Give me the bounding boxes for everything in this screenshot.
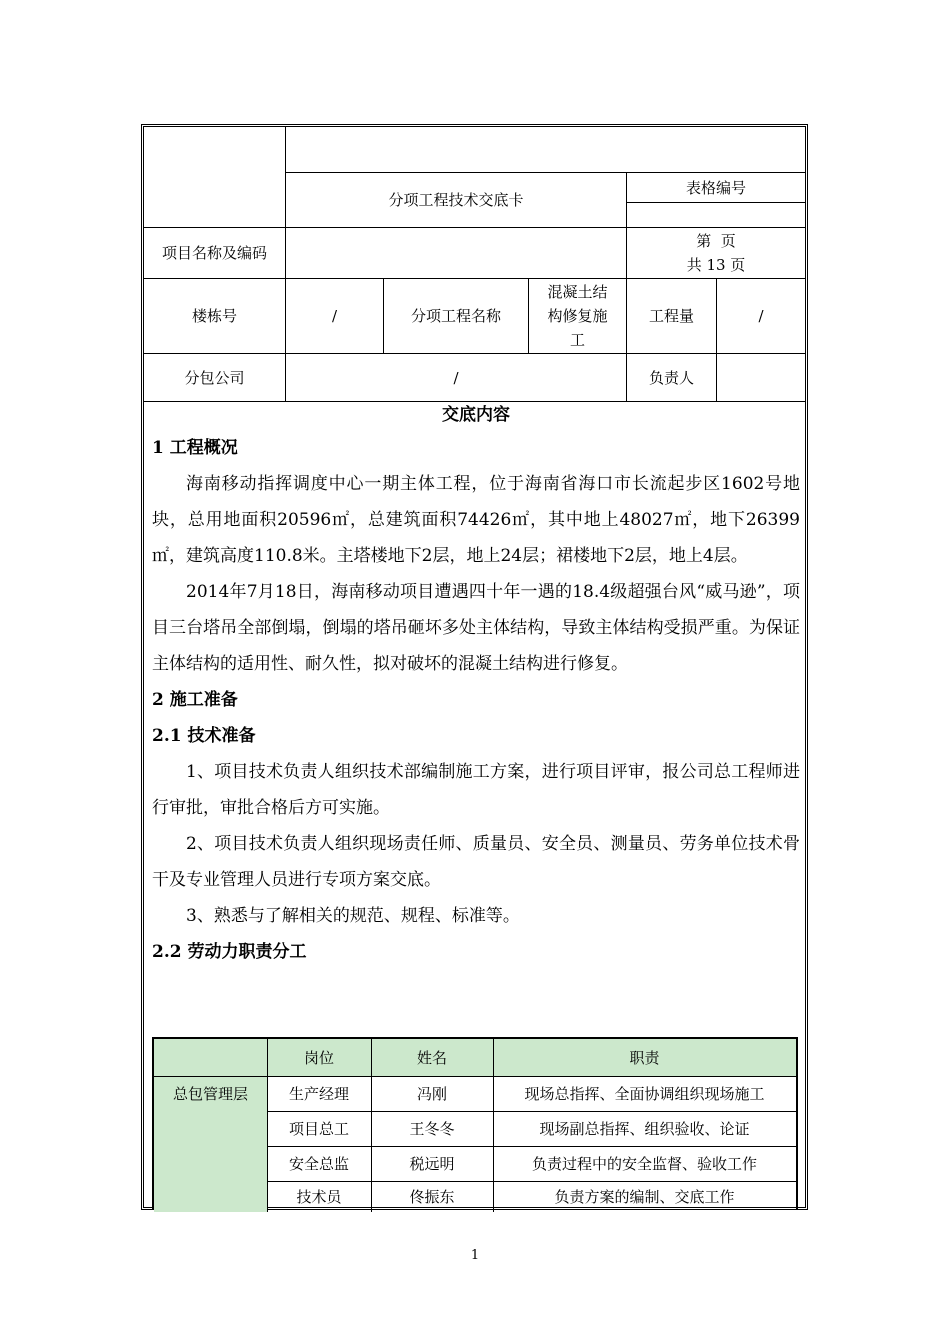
header-name: 姓名	[416, 1049, 447, 1067]
page-label: 第 页	[696, 232, 736, 250]
table-cell: 冯刚	[416, 1085, 447, 1103]
page-number: 1	[470, 1248, 480, 1263]
paragraph: 2014年7月18日，海南移动项目遭遇四十年一遇的18.4级超强台风“威马逊”，项目三台塔吊全部倒塌，倒塌的塔吊砸坏多处主体结构，导致主体结构受损严重。为保证主体结构的适用性、耐久性，拟对破坏的混凝土结构进行修复。	[152, 582, 800, 674]
subcontractor-label: 分包公司	[184, 368, 245, 387]
card-title: 分项工程技术交底卡	[388, 191, 524, 209]
roles-table	[152, 1037, 798, 1210]
header-position: 岗位	[303, 1049, 334, 1067]
subsection-heading: 2.2 劳动力职责分工	[152, 942, 307, 962]
paragraph: 海南移动指挥调度中心一期主体工程，位于海南省海口市长流起步区1602号地块，总用地面积20596㎡，总建筑面积74426㎡，其中地上48027㎡，地下26399㎡，建筑高度110.8米。主塔楼地下2层，地上24层；裙楼地下2层，地上4层。	[152, 474, 800, 566]
table-cell: 技术员	[296, 1188, 342, 1206]
subitem-value-line: 构修复施	[547, 307, 608, 325]
subsection-heading: 2.1 技术准备	[152, 726, 256, 746]
subitem-label: 分项工程名称	[410, 307, 501, 325]
paragraph: 1、项目技术负责人组织技术部编制施工方案，进行项目评审，报公司总工程师进行审批，审批合格后方可实施。	[152, 762, 800, 818]
table-cell: 佟振东	[409, 1188, 455, 1206]
subitem-value-line: 混凝土结	[547, 283, 608, 301]
project-field[interactable]	[286, 228, 626, 278]
paragraph: 2、项目技术负责人组织现场责任师、质量员、安全员、测量员、劳务单位技术骨干及专业管理人员进行专项方案交底。	[152, 834, 800, 890]
table-cell: 生产经理	[288, 1085, 349, 1103]
table-cell: 负责方案的编制、交底工作	[554, 1188, 735, 1206]
person-field[interactable]	[717, 354, 805, 401]
project-label: 项目名称及编码	[161, 244, 267, 262]
table-cell: 现场总指挥、全面协调组织现场施工	[524, 1085, 765, 1103]
table-cell: 安全总监	[288, 1155, 349, 1173]
subcontractor-value: /	[453, 368, 459, 387]
section-heading: 2 施工准备	[152, 690, 238, 710]
building-value: /	[331, 307, 338, 325]
table-cell: 负责过程中的安全监督、验收工作	[531, 1155, 757, 1173]
quantity-label: 工程量	[648, 307, 694, 325]
table-cell: 王冬冬	[409, 1120, 455, 1138]
building-label: 楼栋号	[191, 307, 237, 325]
paragraph: 3、熟悉与了解相关的规范、规程、标准等。	[186, 906, 520, 926]
group-label: 总包管理层	[172, 1085, 248, 1103]
subitem-value	[529, 279, 626, 353]
table-cell: 现场副总指挥、组织验收、论证	[539, 1120, 750, 1138]
briefing-content	[152, 400, 800, 970]
table-cell: 项目总工	[288, 1120, 349, 1138]
content-title: 交底内容	[442, 405, 510, 425]
table-cell: 税远明	[409, 1155, 455, 1173]
subitem-value-line: 工	[569, 331, 585, 349]
form-number-label: 表格编号	[685, 178, 746, 197]
person-label: 负责人	[648, 368, 694, 387]
quantity-value: /	[758, 307, 764, 325]
total-pages: 共 13 页	[686, 256, 746, 274]
form-number-field[interactable]	[627, 203, 805, 227]
page-info	[627, 228, 805, 278]
header-duty: 职责	[629, 1049, 660, 1067]
section-heading: 1 工程概况	[152, 438, 238, 458]
